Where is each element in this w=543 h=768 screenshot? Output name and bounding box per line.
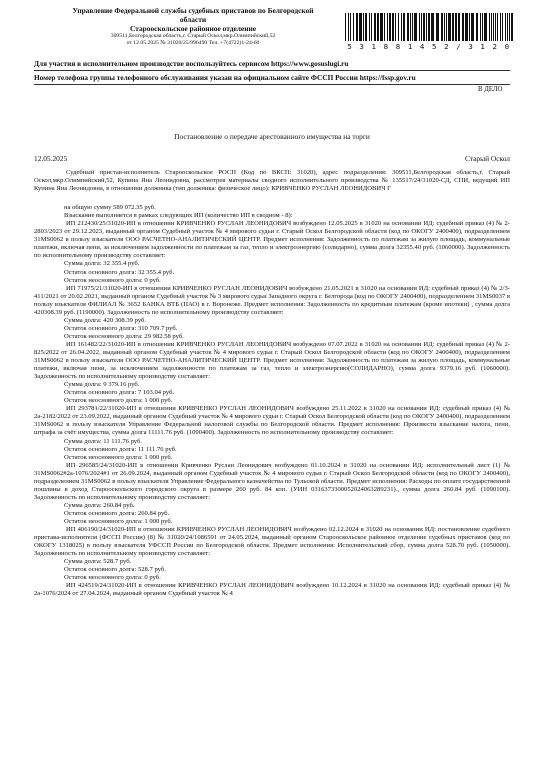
barcode-bar: [482, 13, 483, 41]
barcode-bar: [500, 13, 501, 41]
agency-name-line1: Управление Федеральной службы судебных приставов по Белгородской: [72, 6, 314, 15]
debt-line: Остаток основного долга: 260.84 руб.: [64, 509, 170, 517]
barcode-bar: [392, 13, 394, 41]
debt-line: Остаток неосновного долга: 29 982.58 руб.: [64, 332, 184, 340]
barcode-bar: [387, 13, 388, 41]
barcode: [343, 13, 515, 41]
barcode-bar: [497, 13, 498, 41]
barcode-bar: [428, 13, 430, 41]
agency-name-line2: области: [179, 14, 207, 24]
barcode-bar: [436, 13, 439, 41]
intro-paragraph: Судебный пристав-исполнитель Старооскольское РОСП (Код по ВКСП: 31020), адрес подразделения: 309511,Белгородская область,г. Старый Оскол,мкр.Олимпийский,52, Купина Яна Леонидовна, рассмотрев материалы сводного исполнительного производства № 135517/24/31020-СД, СПИ, ведущий ИП Купина Яна Леонидовна, в отношении должника (тип должника: физическое лицо): КРИВЧЕНКО РУСЛАН ЛЕОНИДОВИЧ Г: [34, 169, 510, 193]
barcode-bar: [452, 13, 454, 41]
barcode-bar: [444, 13, 445, 41]
barcode-bar: [348, 13, 349, 41]
barcode-bar: [471, 13, 474, 41]
barcode-bar: [484, 13, 487, 41]
divider: [34, 84, 510, 85]
barcode-bar: [410, 13, 411, 41]
department-name: Старооскольское районное отделение: [130, 24, 256, 34]
barcode-bar: [374, 13, 376, 41]
barcode-bar: [380, 13, 383, 41]
barcode-bar: [507, 13, 508, 41]
barcode-bar: [369, 13, 370, 41]
proceeding-paragraph: ИП 293781/22/31020-ИП в отношении КРИВЧЕНКО РУСЛАН ЛЕОНИДОВИЧ возбуждено 25.11.2022 в 31020 на основании ИД: судебный приказ (4) № 2а-2182/2022 от 23.09.2022, выданный органом Судебный участок № 4 мирового судьи г. Старый Оскол Белгородской области (код по ОКОГУ 2400400), подразделением 31MS0062 в пользу взыскателя Управление Федеральной налоговой службы по Белгородской области. Предмет исполнения: Произвести взыскание налога, пени, штрафа за счёт имущества, сумма долга 11111.76 руб. (1090400). Задолженность по исполнительному производству составляет:: [34, 405, 510, 437]
barcode-bar: [421, 13, 422, 41]
barcode-bar: [489, 13, 490, 41]
barcode-bar: [412, 13, 413, 41]
barcode-bar: [423, 13, 425, 41]
barcode-bar: [465, 13, 468, 41]
phone-notice: Номер телефона группы телефонного обслуживания указан на официальном сайте ФССП России https://fssp.gov.ru: [34, 73, 416, 82]
barcode-bar: [431, 13, 434, 41]
document-ref: от 12.05.2025 № 31020/25/996490 Тел. +7(4722)1-24-60: [126, 40, 260, 47]
debt-line: Остаток неосновного долга: 0 руб.: [64, 574, 161, 582]
barcode-bar: [395, 13, 396, 41]
divider: [34, 70, 510, 71]
proceeding-paragraph: ИП 71975/21/31020-ИП в отношении КРИВЧЕНКО РУСЛАН ЛЕОНИДОВИЧ возбуждено 21.05.2021 в 31020 на основании ИД: судебный приказ (4) № 2/3-411/2021 от 20.02.2021, выданный органом Судебный участок № 3 мирового судьи Западного округа г. Белгорода (код по ОКОГУ 2400400), подразделением 31MS0037 в пользу взыскателя ФИЛИАЛ № 3652 БАНКА ВТБ (ПАО) в г. Воронеже. Предмет исполнения: Задолженность по кредитным платежам (кроме ипотеки) , сумма долга 420308.39 руб. (1190000). Задолженность по исполнительному производству составляет:: [34, 284, 510, 316]
barcode-bar: [371, 13, 372, 41]
debt-line: Остаток неосновного долга: 1 000 руб.: [64, 517, 173, 525]
barcode-bar: [502, 13, 503, 41]
document-city: Старый Оскол: [464, 154, 510, 163]
barcode-bar: [359, 13, 362, 41]
debt-line: Сумма долга: 528.7 руб.: [64, 558, 132, 566]
barcode-bar: [509, 13, 510, 41]
barcode-bar: [469, 13, 470, 41]
debt-line: Остаток неосновного долга: 1 000 руб.: [64, 453, 173, 461]
barcode-bar: [389, 13, 391, 41]
barcode-bar: [401, 13, 402, 41]
barcode-bar: [480, 13, 481, 41]
barcode-bar: [345, 13, 346, 41]
department-address: 309511,Белгородская область,г. Старый Оскол,мкр.Олимпийский,52: [110, 33, 276, 40]
debt-line: Сумма долга: 9 379.16 руб.: [64, 381, 140, 389]
issuer-header: [62, 7, 324, 48]
barcode-bar: [491, 13, 492, 41]
barcode-number: 5 3 1 8 8 1 4 5 2 / 3 1 2 0: [347, 42, 511, 51]
proceeding-paragraph: ИП 161482/22/31020-ИП в отношении КРИВЧЕНКО РУСЛАН ЛЕОНИДОВИЧ возбуждено 07.07.2022 в 31020 на основании ИД: судебный приказ (4) № 2-825/2022 от 26.04.2022, выданный органом Судебный участок № 4 мирового судьи г. Старый Оскол Белгородской области (код по ОКОГУ 2400400), подразделением 31MS0062 в пользу взыскателя ООО РАСЧЕТНО-АНАЛИТИЧЕСКИЙ ЦЕНТР. Предмет исполнения: Задолженность по платежам за жилую площадь, коммунальные платежи, включая пени, за исключением задолженности по платежам за газ, тепло и электроэнергию(СОЛИДАРНО), сумма долга 9379.16 руб. (1060000). Задолженность по исполнительному производству составляет:: [34, 340, 510, 381]
recovery-intro: Взыскание выполняется в рамках следующих ИП (количество ИП в сводном - 8):: [64, 212, 293, 220]
debt-line: Остаток основного долга: 528.7 руб.: [64, 566, 166, 574]
barcode-bar: [493, 13, 494, 41]
proceeding-paragraph: ИП 212430/25/31020-ИП в отношении КРИВЧЕНКО РУСЛАН ЛЕОНИДОВИЧ возбуждено 12.05.2025 в 31020 на основании ИД: судебный приказ (4) № 2-2803/2023 от 29.12.2023, выданный органом Судебный участок № 4 мирового судьи г. Старый Оскол Белгородской области (код по ОКОГУ 2400400), подразделением 31MS0062 в пользу взыскателя ООО РАСЧЕТНО-АНАЛИТИЧЕСКИЙ ЦЕНТР. Предмет исполнения: Задолженность по платежам за жилую площадь, коммунальные платежи, включая пени, за исключением задолженности по платежам за газ, тепло и электроэнергию (солидарно), сумма долга 32355.40 руб. (1060000). Задолженность по исполнительному производству составляет:: [34, 220, 510, 260]
file-stamp: В ДЕЛО: [478, 86, 503, 93]
barcode-bar: [441, 13, 443, 41]
document-date: 12.05.2025: [34, 154, 68, 163]
barcode-bar: [356, 13, 358, 41]
debt-line: Сумма долга: 11 111.76 руб.: [64, 437, 142, 445]
barcode-bar: [398, 13, 399, 41]
barcode-bar: [384, 13, 385, 41]
debt-line: Сумма долга: 420 308.39 руб.: [64, 316, 147, 324]
barcode-bar: [403, 13, 405, 41]
barcode-bar: [365, 13, 367, 41]
barcode-bar: [414, 13, 417, 41]
barcode-bar: [407, 13, 409, 41]
debt-line: Остаток основного долга: 11 111.76 руб.: [64, 445, 177, 453]
gosuslugi-notice: Для участия в исполнительном производстве воспользуйтесь сервисом https://www.gosuslugi.ru: [34, 59, 349, 68]
document-body: [34, 169, 510, 598]
proceeding-paragraph: ИП 406190/24/31020-ИП в отношении КРИВЧЕНКО РУСЛАН ЛЕОНИДОВИЧ возбуждено 02.12.2024 в 31020 на основании ИД: постановление судебного пристава-исполнителя (ФССП России) (8) № 31020/24/1086591 от 24.05.2024, выданный органом Старооскольское районное отделение судебных приставов (код по ОКОГУ 1318025) в пользу взыскателя УФССП России по Белгородской области. Предмет исполнения: Исполнительский сбор, сумма долга 528.70 руб. (1050000). Задолженность по исполнительному производству составляет:: [34, 526, 510, 558]
barcode-bar: [353, 13, 354, 41]
barcode-bar: [462, 13, 464, 41]
document-title: Постановление о передаче арестованного имущества на торги: [174, 132, 370, 141]
barcode-bar: [377, 13, 379, 41]
barcode-bar: [446, 13, 447, 41]
debt-line: Остаток основного долга: 32 355.4 руб.: [64, 268, 175, 276]
total-sum: на общую сумму 589 072.35 руб.: [64, 204, 156, 212]
debt-line: Сумма долга: 260.84 руб.: [64, 501, 135, 509]
debt-line: Остаток основного долга: 7 103.04 руб.: [64, 389, 175, 397]
debt-line: Сумма долга: 32 355.4 руб.: [64, 260, 140, 268]
debt-line: Остаток неосновного долга: 1 000 руб.: [64, 397, 173, 405]
barcode-bar: [350, 13, 351, 41]
debt-line: Остаток неосновного долга: 0 руб.: [64, 276, 161, 284]
barcode-bar: [419, 13, 420, 41]
barcode-bar: [458, 13, 460, 41]
barcode-bar: [448, 13, 451, 41]
barcode-bar: [511, 13, 513, 41]
debt-line: Остаток основного долга: 310 709.7 руб.: [64, 324, 178, 332]
proceeding-paragraph: ИП 424519/24/31020-ИП в отношении КРИВЧЕНКО РУСЛАН ЛЕОНИДОВИЧ возбуждено 10.12.2024 в 31020 на основании ИД: судебный приказ (4) № 2а-1076/2024 от 27.04.2024, выданный органом Судебный участок № 4: [34, 582, 510, 598]
barcode-bar: [505, 13, 506, 41]
barcode-bar: [476, 13, 478, 41]
proceeding-paragraph: ИП 296585/24/31020-ИП в отношении Кривченко Руслан Леонидович возбуждено 01.10.2024 в 31020 на основании ИД: исполнительный лист (1) № 31MS0062#2а-1076/2024#1 от 26.09.2024, выданный органом Судебный участок № 4 мирового судьи г. Старый Оскол Белгородской области (код по ОКОГУ 2400400), подразделением 31MS0062 в пользу взыскателя Управление Федерального казначейства по Тульской области. Предмет исполнения: Расходы по оплате государственной пошлины в доход Старооскольского городского округа в размере 260 руб. 84 коп. (УИН 0316373300052024063289231)., сумма долга 260.84 руб. (1090100). Задолженность по исполнительному производству составляет:: [34, 461, 510, 501]
proceedings-list: [34, 220, 510, 598]
barcode-bar: [363, 13, 364, 41]
barcode-bar: [495, 13, 496, 41]
barcode-bar: [455, 13, 457, 41]
barcode-bar: [426, 13, 427, 41]
